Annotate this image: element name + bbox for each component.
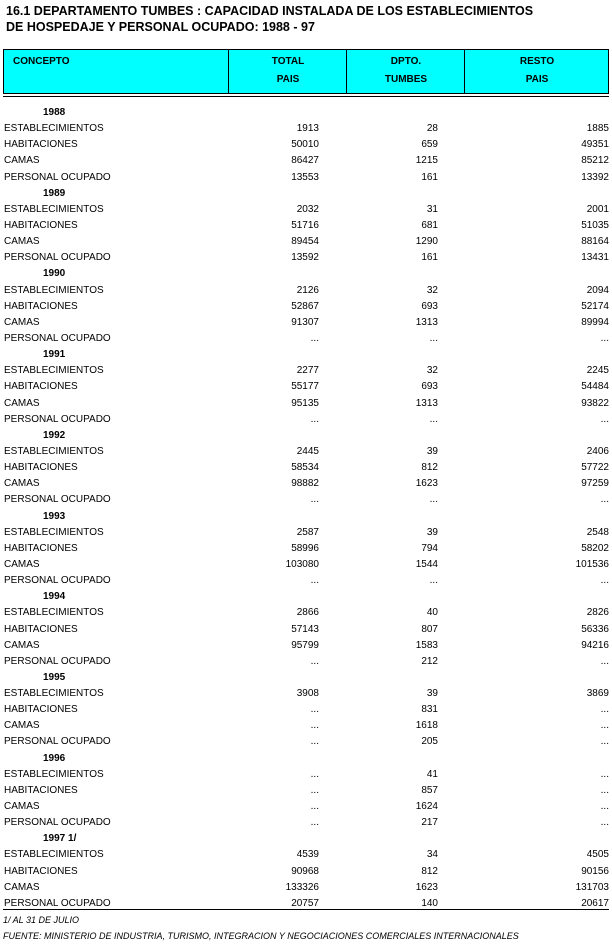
dpto-tumbes-value: 812 bbox=[421, 462, 438, 474]
total-pais-value: ... bbox=[310, 655, 319, 667]
total-pais-value: 2277 bbox=[296, 365, 319, 377]
total-pais-value: 52867 bbox=[291, 300, 319, 312]
total-pais-value: ... bbox=[310, 575, 319, 587]
table-row bbox=[0, 444, 612, 460]
table-row bbox=[0, 283, 612, 299]
table-row bbox=[0, 137, 612, 153]
dpto-tumbes-value: 161 bbox=[421, 252, 438, 264]
table-row bbox=[0, 686, 612, 702]
row-label: ESTABLECIMIENTOS bbox=[4, 849, 104, 861]
dpto-tumbes-value: ... bbox=[429, 494, 438, 506]
dpto-tumbes-value: 1290 bbox=[415, 236, 438, 248]
total-pais-value: 51716 bbox=[291, 219, 319, 231]
resto-pais-value: 49351 bbox=[581, 139, 609, 151]
total-pais-value: 50010 bbox=[291, 139, 319, 151]
total-pais-value: ... bbox=[310, 494, 319, 506]
total-pais-value: 2126 bbox=[296, 284, 319, 296]
resto-pais-value: 51035 bbox=[581, 219, 609, 231]
dpto-tumbes-value: 34 bbox=[426, 849, 438, 861]
table-row bbox=[0, 702, 612, 718]
dpto-tumbes-value: 812 bbox=[421, 865, 438, 877]
row-label: ESTABLECIMIENTOS bbox=[4, 365, 104, 377]
table-row bbox=[0, 654, 612, 670]
table-row bbox=[0, 734, 612, 750]
resto-pais-value: 20617 bbox=[581, 897, 609, 909]
dpto-tumbes-value: 31 bbox=[426, 203, 438, 215]
row-label: HABITACIONES bbox=[4, 704, 78, 716]
total-pais-value: 103080 bbox=[285, 558, 319, 570]
resto-pais-value: 54484 bbox=[581, 381, 609, 393]
row-label: PERSONAL OCUPADO bbox=[4, 494, 111, 506]
dpto-tumbes-value: 39 bbox=[426, 526, 438, 538]
table-title bbox=[6, 3, 533, 35]
title-line-1: 16.1 DEPARTAMENTO TUMBES : CAPACIDAD INSTALADA DE LOS ESTABLECIMIENTOS bbox=[6, 4, 534, 18]
resto-pais-value: 93822 bbox=[581, 397, 609, 409]
table-row bbox=[0, 815, 612, 831]
table-row bbox=[0, 170, 612, 186]
total-pais-value: 95799 bbox=[291, 639, 319, 651]
resto-pais-value: 85212 bbox=[581, 155, 609, 167]
table-header bbox=[3, 49, 609, 94]
dpto-tumbes-value: 831 bbox=[421, 704, 438, 716]
row-label: PERSONAL OCUPADO bbox=[4, 171, 111, 183]
dpto-tumbes-value: 807 bbox=[421, 623, 438, 635]
year-row bbox=[0, 831, 612, 847]
table-row bbox=[0, 299, 612, 315]
table-row bbox=[0, 234, 612, 250]
year-label: 1994 bbox=[43, 591, 66, 603]
resto-pais-value: 89994 bbox=[581, 316, 609, 328]
row-label: HABITACIONES bbox=[4, 784, 78, 796]
dpto-tumbes-value: ... bbox=[429, 575, 438, 587]
total-pais-value: 58534 bbox=[291, 462, 319, 474]
table-row bbox=[0, 492, 612, 508]
header-resto-pais: RESTO PAIS bbox=[464, 50, 609, 93]
table-row bbox=[0, 202, 612, 218]
row-label: PERSONAL OCUPADO bbox=[4, 736, 111, 748]
row-label: PERSONAL OCUPADO bbox=[4, 897, 111, 909]
row-label: HABITACIONES bbox=[4, 462, 78, 474]
row-label: HABITACIONES bbox=[4, 219, 78, 231]
row-label: PERSONAL OCUPADO bbox=[4, 575, 111, 587]
table-row bbox=[0, 379, 612, 395]
dpto-tumbes-value: 1583 bbox=[415, 639, 438, 651]
year-label: 1989 bbox=[43, 187, 66, 199]
dpto-tumbes-value: 681 bbox=[421, 219, 438, 231]
resto-pais-value: 58202 bbox=[581, 542, 609, 554]
resto-pais-value: ... bbox=[600, 720, 609, 732]
resto-pais-value: 97259 bbox=[581, 478, 609, 490]
year-label: 1996 bbox=[43, 752, 66, 764]
resto-pais-value: 56336 bbox=[581, 623, 609, 635]
total-pais-value: 86427 bbox=[291, 155, 319, 167]
year-row bbox=[0, 266, 612, 282]
dpto-tumbes-value: 32 bbox=[426, 365, 438, 377]
resto-pais-value: 2094 bbox=[586, 284, 609, 296]
total-pais-value: 133326 bbox=[285, 881, 319, 893]
row-label: PERSONAL OCUPADO bbox=[4, 817, 111, 829]
year-label: 1993 bbox=[43, 510, 66, 522]
total-pais-value: ... bbox=[310, 704, 319, 716]
total-pais-value: 57143 bbox=[291, 623, 319, 635]
row-label: CAMAS bbox=[4, 316, 40, 328]
row-label: HABITACIONES bbox=[4, 865, 78, 877]
row-label: ESTABLECIMIENTOS bbox=[4, 768, 104, 780]
resto-pais-value: 3869 bbox=[586, 688, 609, 700]
row-label: CAMAS bbox=[4, 236, 40, 248]
resto-pais-value: 94216 bbox=[581, 639, 609, 651]
year-row bbox=[0, 589, 612, 605]
table-row bbox=[0, 864, 612, 880]
total-pais-value: 91307 bbox=[291, 316, 319, 328]
dpto-tumbes-value: ... bbox=[429, 332, 438, 344]
resto-pais-value: 131703 bbox=[575, 881, 609, 893]
resto-pais-value: 57722 bbox=[581, 462, 609, 474]
table-row bbox=[0, 363, 612, 379]
resto-pais-value: 90156 bbox=[581, 865, 609, 877]
year-row bbox=[0, 509, 612, 525]
row-label: CAMAS bbox=[4, 558, 40, 570]
row-label: CAMAS bbox=[4, 639, 40, 651]
row-label: PERSONAL OCUPADO bbox=[4, 655, 111, 667]
row-label: ESTABLECIMIENTOS bbox=[4, 526, 104, 538]
resto-pais-value: ... bbox=[600, 332, 609, 344]
dpto-tumbes-value: 32 bbox=[426, 284, 438, 296]
resto-pais-value: 2001 bbox=[586, 203, 609, 215]
dpto-tumbes-value: 693 bbox=[421, 300, 438, 312]
table-row bbox=[0, 541, 612, 557]
resto-pais-value: 2245 bbox=[586, 365, 609, 377]
resto-pais-value: 88164 bbox=[581, 236, 609, 248]
total-pais-value: 90968 bbox=[291, 865, 319, 877]
total-pais-value: 2032 bbox=[296, 203, 319, 215]
total-pais-value: 55177 bbox=[291, 381, 319, 393]
year-label: 1997 1/ bbox=[43, 833, 77, 845]
dpto-tumbes-value: 1623 bbox=[415, 478, 438, 490]
total-pais-value: ... bbox=[310, 332, 319, 344]
table-row bbox=[0, 121, 612, 137]
header-concepto: CONCEPTO bbox=[13, 56, 70, 67]
resto-pais-value: 2548 bbox=[586, 526, 609, 538]
year-row bbox=[0, 347, 612, 363]
header-total-pais: TOTAL PAIS bbox=[228, 50, 347, 93]
table-bottom-rule bbox=[3, 909, 609, 910]
year-label: 1991 bbox=[43, 349, 66, 361]
resto-pais-value: 4505 bbox=[586, 849, 609, 861]
table-row bbox=[0, 250, 612, 266]
year-row bbox=[0, 105, 612, 121]
table-row bbox=[0, 396, 612, 412]
dpto-tumbes-value: 1624 bbox=[415, 801, 438, 813]
row-label: ESTABLECIMIENTOS bbox=[4, 123, 104, 135]
dpto-tumbes-value: 140 bbox=[421, 897, 438, 909]
table-row bbox=[0, 622, 612, 638]
table-row bbox=[0, 218, 612, 234]
total-pais-value: 1913 bbox=[296, 123, 319, 135]
resto-pais-value: 52174 bbox=[581, 300, 609, 312]
dpto-tumbes-value: 212 bbox=[421, 655, 438, 667]
dpto-tumbes-value: 39 bbox=[426, 688, 438, 700]
dpto-tumbes-value: 1618 bbox=[415, 720, 438, 732]
total-pais-value: 4539 bbox=[296, 849, 319, 861]
resto-pais-value: ... bbox=[600, 575, 609, 587]
header-dpto-tumbes: DPTO. TUMBES bbox=[346, 50, 465, 93]
total-pais-value: ... bbox=[310, 768, 319, 780]
year-row bbox=[0, 428, 612, 444]
total-pais-value: 2587 bbox=[296, 526, 319, 538]
table-row bbox=[0, 557, 612, 573]
table-row bbox=[0, 525, 612, 541]
total-pais-value: 13592 bbox=[291, 252, 319, 264]
total-pais-value: 2445 bbox=[296, 445, 319, 457]
row-label: HABITACIONES bbox=[4, 381, 78, 393]
title-line-2: DE HOSPEDAJE Y PERSONAL OCUPADO: 1988 - 97 bbox=[6, 20, 315, 34]
table-row bbox=[0, 799, 612, 815]
table-body bbox=[0, 105, 612, 912]
row-label: ESTABLECIMIENTOS bbox=[4, 445, 104, 457]
dpto-tumbes-value: 1623 bbox=[415, 881, 438, 893]
dpto-tumbes-value: 1313 bbox=[415, 397, 438, 409]
total-pais-value: 89454 bbox=[291, 236, 319, 248]
dpto-tumbes-value: 1215 bbox=[415, 155, 438, 167]
table-row bbox=[0, 605, 612, 621]
dpto-tumbes-value: 1313 bbox=[415, 316, 438, 328]
year-row bbox=[0, 751, 612, 767]
row-label: PERSONAL OCUPADO bbox=[4, 413, 111, 425]
header-bottom-rule bbox=[3, 96, 609, 97]
table-row bbox=[0, 460, 612, 476]
total-pais-value: ... bbox=[310, 801, 319, 813]
dpto-tumbes-value: 41 bbox=[426, 768, 438, 780]
table-notes bbox=[3, 912, 519, 944]
table-row bbox=[0, 718, 612, 734]
dpto-tumbes-value: ... bbox=[429, 413, 438, 425]
total-pais-value: 20757 bbox=[291, 897, 319, 909]
source-note: FUENTE: MINISTERIO DE INDUSTRIA, TURISMO, INTEGRACION Y NEGOCIACIONES COMERCIALES INTERNACIONALES bbox=[3, 931, 519, 941]
dpto-tumbes-value: 659 bbox=[421, 139, 438, 151]
table-row bbox=[0, 847, 612, 863]
table-row bbox=[0, 783, 612, 799]
table-row bbox=[0, 153, 612, 169]
row-label: HABITACIONES bbox=[4, 139, 78, 151]
total-pais-value: 95135 bbox=[291, 397, 319, 409]
footnote: 1/ AL 31 DE JULIO bbox=[3, 915, 80, 925]
resto-pais-value: ... bbox=[600, 801, 609, 813]
dpto-tumbes-value: 794 bbox=[421, 542, 438, 554]
row-label: PERSONAL OCUPADO bbox=[4, 252, 111, 264]
row-label: CAMAS bbox=[4, 801, 40, 813]
resto-pais-value: ... bbox=[600, 704, 609, 716]
row-label: CAMAS bbox=[4, 397, 40, 409]
resto-pais-value: 13392 bbox=[581, 171, 609, 183]
row-label: CAMAS bbox=[4, 881, 40, 893]
resto-pais-value: 1885 bbox=[586, 123, 609, 135]
total-pais-value: 2866 bbox=[296, 607, 319, 619]
row-label: PERSONAL OCUPADO bbox=[4, 332, 111, 344]
row-label: ESTABLECIMIENTOS bbox=[4, 688, 104, 700]
resto-pais-value: ... bbox=[600, 784, 609, 796]
year-label: 1995 bbox=[43, 671, 66, 683]
resto-pais-value: 101536 bbox=[575, 558, 609, 570]
row-label: HABITACIONES bbox=[4, 542, 78, 554]
total-pais-value: 98882 bbox=[291, 478, 319, 490]
resto-pais-value: ... bbox=[600, 494, 609, 506]
row-label: HABITACIONES bbox=[4, 623, 78, 635]
row-label: ESTABLECIMIENTOS bbox=[4, 284, 104, 296]
total-pais-value: ... bbox=[310, 784, 319, 796]
row-label: ESTABLECIMIENTOS bbox=[4, 607, 104, 619]
row-label: CAMAS bbox=[4, 155, 40, 167]
dpto-tumbes-value: 161 bbox=[421, 171, 438, 183]
total-pais-value: ... bbox=[310, 817, 319, 829]
resto-pais-value: 2826 bbox=[586, 607, 609, 619]
table-row bbox=[0, 880, 612, 896]
dpto-tumbes-value: 205 bbox=[421, 736, 438, 748]
dpto-tumbes-value: 39 bbox=[426, 445, 438, 457]
resto-pais-value: 2406 bbox=[586, 445, 609, 457]
year-label: 1990 bbox=[43, 268, 66, 280]
dpto-tumbes-value: 217 bbox=[421, 817, 438, 829]
table-row bbox=[0, 412, 612, 428]
resto-pais-value: ... bbox=[600, 736, 609, 748]
row-label: ESTABLECIMIENTOS bbox=[4, 203, 104, 215]
total-pais-value: ... bbox=[310, 736, 319, 748]
table-row bbox=[0, 638, 612, 654]
table-row bbox=[0, 476, 612, 492]
total-pais-value: 3908 bbox=[296, 688, 319, 700]
resto-pais-value: 13431 bbox=[581, 252, 609, 264]
year-row bbox=[0, 670, 612, 686]
total-pais-value: 13553 bbox=[291, 171, 319, 183]
table-row bbox=[0, 767, 612, 783]
table-row bbox=[0, 315, 612, 331]
row-label: CAMAS bbox=[4, 478, 40, 490]
dpto-tumbes-value: 1544 bbox=[415, 558, 438, 570]
resto-pais-value: ... bbox=[600, 413, 609, 425]
dpto-tumbes-value: 40 bbox=[426, 607, 438, 619]
year-label: 1988 bbox=[43, 107, 66, 118]
dpto-tumbes-value: 857 bbox=[421, 784, 438, 796]
total-pais-value: ... bbox=[310, 720, 319, 732]
resto-pais-value: ... bbox=[600, 655, 609, 667]
resto-pais-value: ... bbox=[600, 817, 609, 829]
year-label: 1992 bbox=[43, 429, 66, 441]
table-row bbox=[0, 573, 612, 589]
table-row bbox=[0, 331, 612, 347]
year-row bbox=[0, 186, 612, 202]
row-label: CAMAS bbox=[4, 720, 40, 732]
total-pais-value: 58996 bbox=[291, 542, 319, 554]
row-label: HABITACIONES bbox=[4, 300, 78, 312]
dpto-tumbes-value: 693 bbox=[421, 381, 438, 393]
resto-pais-value: ... bbox=[600, 768, 609, 780]
dpto-tumbes-value: 28 bbox=[426, 123, 438, 135]
total-pais-value: ... bbox=[310, 413, 319, 425]
